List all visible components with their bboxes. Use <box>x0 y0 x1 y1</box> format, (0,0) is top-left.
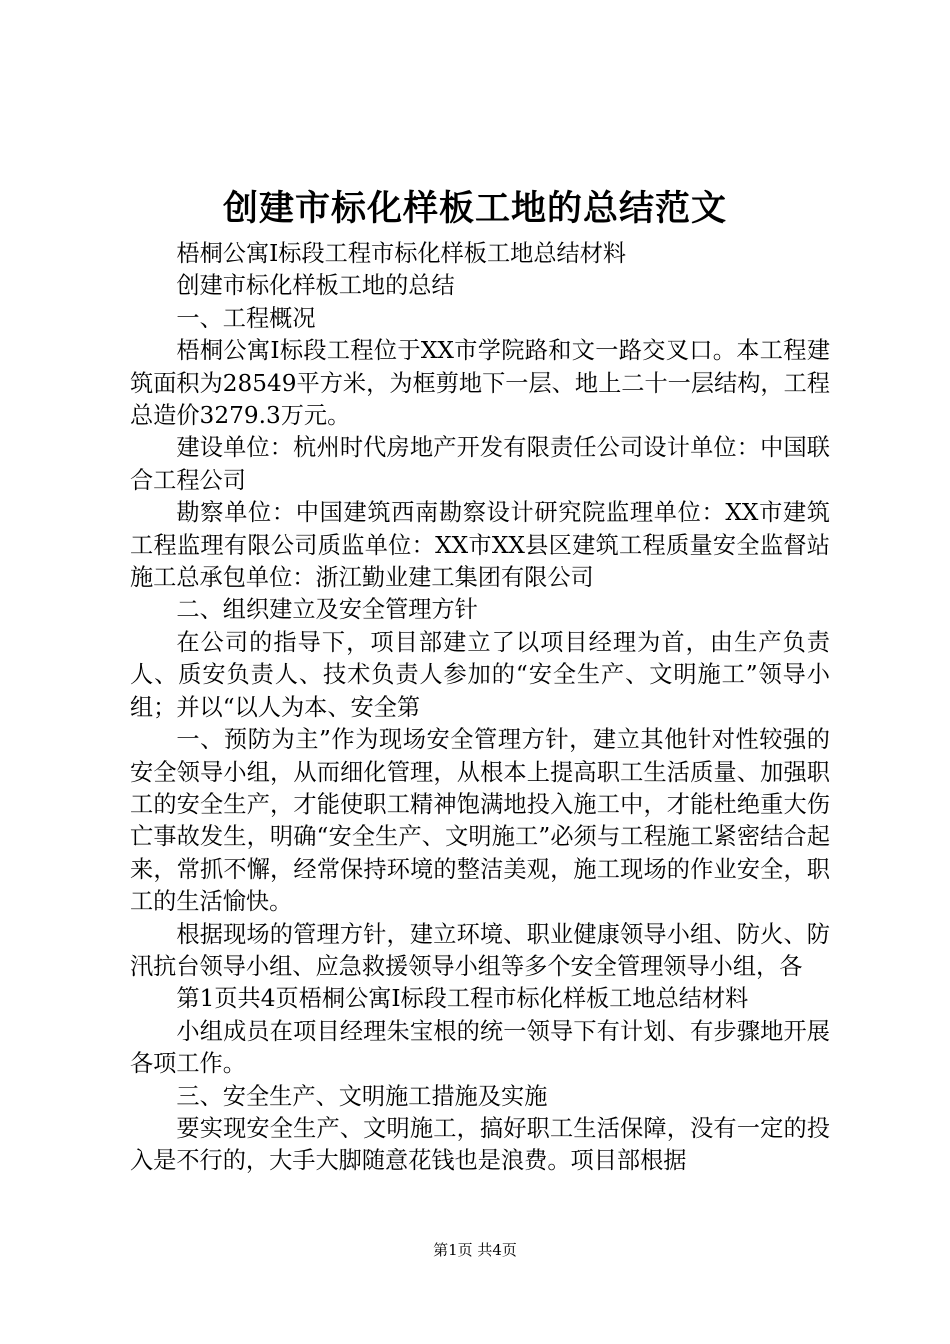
paragraph: 一、预防为主”作为现场安全管理方针，建立其他针对性较强的安全领导小组，从而细化管理，从根本上提高职工生活质量、加强职工的安全生产，才能使职工精神饱满地投入施工中，才能杜绝重大伤亡事故发生，明确“安全生产、文明施工”必须与工程施工紧密结合起来，常抓不懈，经常保持环境的整洁美观，施工现场的作业安全，职工的生活愉快。 <box>130 726 830 916</box>
paragraph: 梧桐公寓Ⅰ标段工程位于XX市学院路和文一路交叉口。本工程建筑面积为28549平方米，为框剪地下一层、地上二十一层结构，工程总造价3279.3万元。 <box>130 337 830 430</box>
paragraph: 根据现场的管理方针，建立环境、职业健康领导小组、防火、防汛抗台领导小组、应急救援领导小组等多个安全管理领导小组，各 <box>130 920 830 980</box>
paragraph: 要实现安全生产、文明施工，搞好职工生活保障，没有一定的投入是不行的，大手大脚随意花钱也是浪费。项目部根据 <box>130 1114 830 1175</box>
paragraph-page-marker: 第1页共4页梧桐公寓Ⅰ标段工程市标化样板工地总结材料 <box>176 985 749 1013</box>
page-footer: 第1页 共4页 <box>433 1241 517 1259</box>
paragraph: 建设单位：杭州时代房地产开发有限责任公司设计单位：中国联合工程公司 <box>130 434 830 494</box>
paragraph: 小组成员在项目经理朱宝根的统一领导下有计划、有步骤地开展各项工作。 <box>130 1017 830 1078</box>
document-title: 创建市标化样板工地的总结范文 <box>222 188 727 229</box>
paragraph: 在公司的指导下，项目部建立了以项目经理为首，由生产负责人、质安负责人、技术负责人参加的“安全生产、文明施工”领导小组；并以“以人为本、安全第 <box>130 628 830 721</box>
paragraph-summary-heading: 创建市标化样板工地的总结 <box>176 272 455 300</box>
section-heading-overview: 一、工程概况 <box>176 304 316 332</box>
section-heading-organization: 二、组织建立及安全管理方针 <box>176 596 478 624</box>
section-heading-safety: 三、安全生产、文明施工措施及实施 <box>176 1082 548 1110</box>
paragraph-subtitle: 梧桐公寓Ⅰ标段工程市标化样板工地总结材料 <box>176 240 627 267</box>
paragraph: 勘察单位：中国建筑西南勘察设计研究院监理单位：XX市建筑工程监理有限公司质监单位：XX市XX县区建筑工程质量安全监督站施工总承包单位：浙江勤业建工集团有限公司 <box>130 499 830 592</box>
document-body <box>130 238 830 1178</box>
